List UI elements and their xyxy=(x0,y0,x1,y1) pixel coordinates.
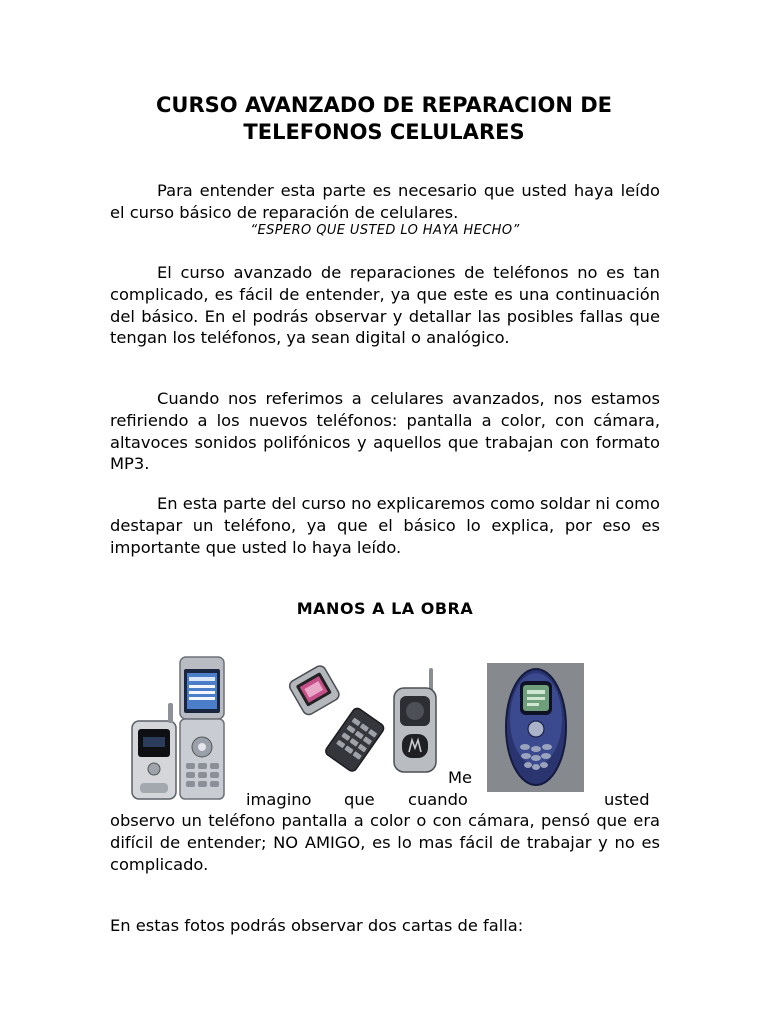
paragraph-5-word-me: Me xyxy=(448,768,473,787)
paragraph-5-word-imagino: imagino xyxy=(246,790,312,809)
paragraph-5-word-usted: usted xyxy=(604,790,650,809)
flip-phones-silver-image xyxy=(130,655,230,801)
section-heading: MANOS A LA OBRA xyxy=(296,599,474,618)
motorola-flip-phones-image xyxy=(288,662,438,774)
paragraph-6: En estas fotos podrás observar dos cartas de falla: xyxy=(110,916,524,935)
paragraph-5-rest: observo un teléfono pantalla a color o con cámara, pensó que era difícil de entender; NO AMIGO, es lo mas fácil de trabajar y no es complicado. xyxy=(110,811,660,874)
document-title xyxy=(110,92,658,146)
paragraph-3: Cuando nos referimos a celulares avanzados, nos estamos refiriendo a los nuevos teléfonos: pantalla a color, con cámara, altavoces sonidos polifónicos y aquellos que trabajan con formato MP3. xyxy=(110,389,660,474)
quote: “ESPERO QUE USTED LO HAYA HECHO” xyxy=(250,223,520,238)
title-line-2: TELEFONOS CELULARES xyxy=(243,120,525,144)
paragraph-4: En esta parte del curso no explicaremos como soldar ni como destapar un teléfono, ya que el básico lo explica, por eso es importante que usted lo haya leído. xyxy=(110,494,660,557)
paragraph-2: El curso avanzado de reparaciones de teléfonos no es tan complicado, es fácil de entender, ya que este es una continuación del básico. En el podrás observar y detallar las posibles fallas que tengan los teléfonos, ya sean digital o analógico. xyxy=(110,263,660,348)
title-line-1: CURSO AVANZADO DE REPARACION DE xyxy=(156,93,612,117)
paragraph-5-word-cuando: cuando xyxy=(408,790,468,809)
paragraph-5-word-que: que xyxy=(344,790,375,809)
blue-slim-phone-image xyxy=(487,663,584,792)
paragraph-1: Para entender esta parte es necesario que usted haya leído el curso básico de reparación de celulares. xyxy=(110,181,660,222)
